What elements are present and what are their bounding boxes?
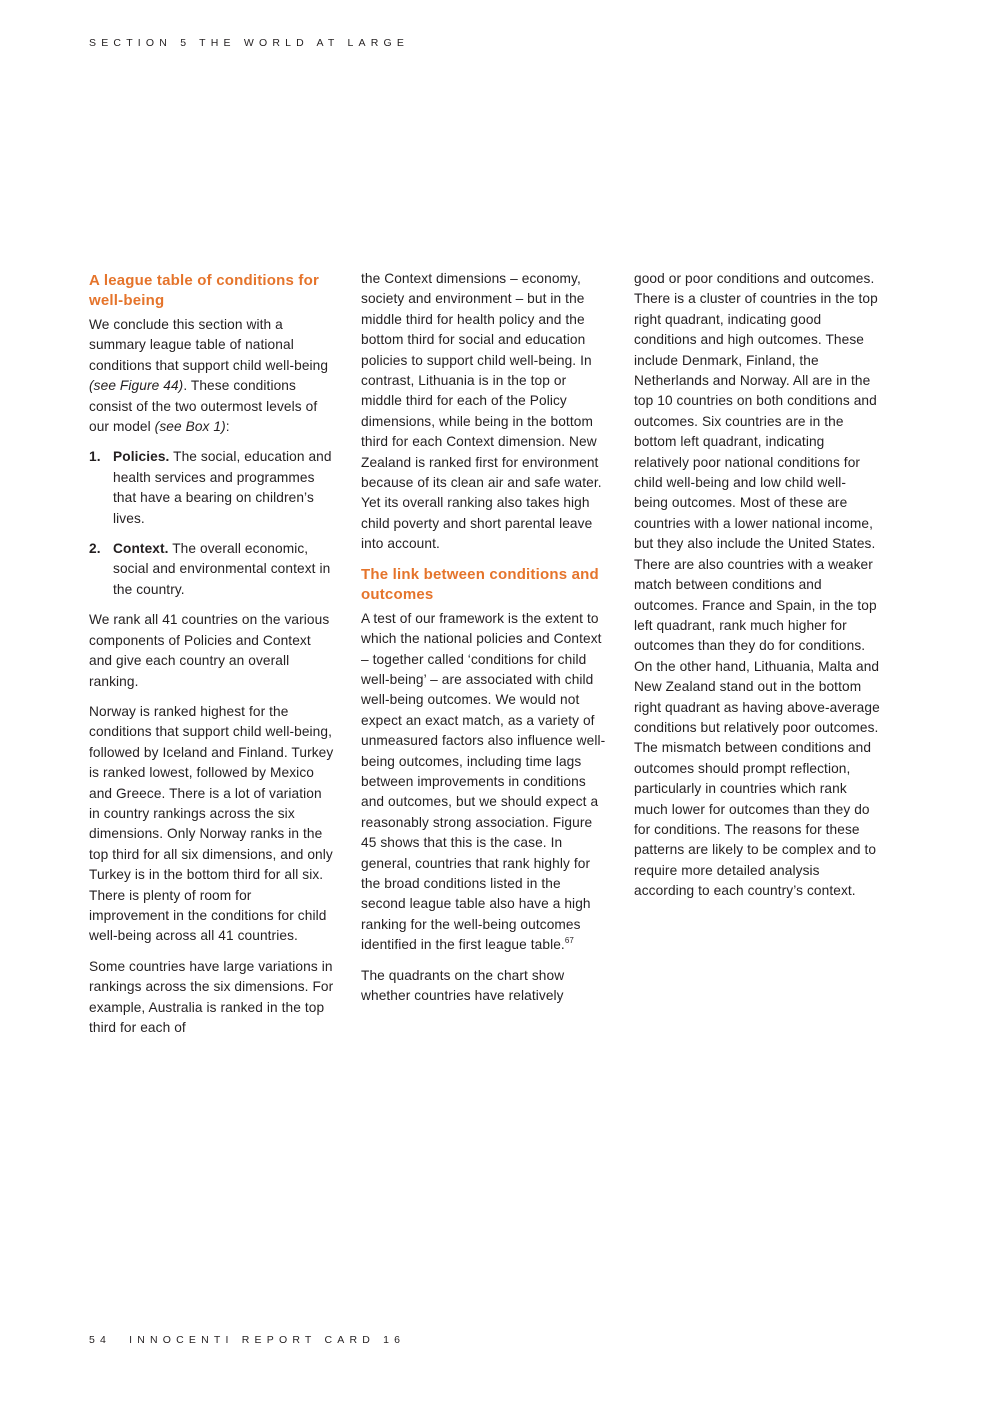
list-term: Context. [113, 541, 169, 557]
body-paragraph: We rank all 41 countries on the various components of Policies and Context and give each country an overall ranking. [89, 612, 330, 689]
intro-paragraph [89, 315, 335, 437]
box-1-reference: (see Box 1) [154, 419, 226, 435]
list-number: 2. [89, 541, 101, 557]
list-text: The overall economic, social and environmental context in the country. [113, 541, 331, 597]
list-item [89, 447, 335, 529]
body-paragraph: Norway is ranked highest for the conditions that support child well-being, followed by Iceland and Finland. Turkey is ranked lowest, followed by Mexico and Greece. There is a lot of variation in country rankings across the six dimensions. Only Norway ranks in the top third for all six dimensions, and only Turkey is in the bottom third for all six. There is plenty of room for improvement in the conditions for child well-being across all 41 countries. [89, 703, 334, 944]
body-paragraph: good or poor conditions and outcomes. There is a cluster of countries in the top right quadrant, indicating good conditions and high outcomes. These include Denmark, Finland, the Netherlands and Norway. All are in the top 10 countries on both conditions and outcomes. Six countries are in the bottom left quadrant, indicating relatively poor national conditions for child well-being and low child well-being outcomes. Most of these are countries with a lower national income, but they also include the United States. There are also countries with a weaker match between conditions and outcomes. France and Spain, in the top left quadrant, rank much higher for outcomes than they do for conditions. On the other hand, Lithuania, Malta and New Zealand stand out in the bottom right quadrant as having above-average conditions but relatively poor outcomes. The mismatch between conditions and outcomes should prompt reflection, particularly in countries which rank much lower for outcomes than they do for conditions. The reasons for these patterns are likely to be complex and to require more detailed analysis according to each country’s context. [634, 271, 880, 899]
list-number: 1. [89, 449, 101, 465]
column-2 [361, 269, 607, 1016]
body-paragraph [361, 609, 607, 956]
list-text: The social, education and health services and programmes that have a bearing on children’s lives. [113, 449, 332, 526]
intro-text-end: : [225, 419, 230, 435]
section-heading-league-table: A league table of conditions for well-being [89, 272, 320, 309]
publication-title: INNOCENTI REPORT CARD 16 [129, 1334, 406, 1346]
body-paragraph: the Context dimensions – economy, society and environment – but in the middle third for health policy and the bottom third for social and education policies to support child well-being. In contrast, Lithuania is in the top or middle third for each of the Policy dimensions, while being in the bottom third for each Context dimension. New Zealand is ranked first for environment because of its clean air and safe water. Yet its overall ranking also takes high child poverty and short parental leave into account. [361, 271, 602, 552]
footer [89, 1334, 405, 1346]
intro-text-start: We conclude this section with a summary league table of national conditions that support child well-being [89, 317, 329, 373]
paragraph-text: A test of our framework is the extent to which the national policies and Context – together called ‘conditions for child well-being’ – are associated with child well-being outcomes. We would not expect an exact match, as a variety of unmeasured factors also influence well-being outcomes, including time lags between improvements in conditions and outcomes, but we should expect a reasonably strong association. Figure 45 shows that this is the case. In general, countries that rank highly for the broad conditions listed in the second league table also have a high ranking for the well-being outcomes identified in the first league table. [361, 610, 606, 953]
list-term: Policies. [113, 449, 170, 465]
list-item [89, 539, 335, 600]
page-number: 54 [89, 1334, 112, 1346]
intro-text-mid: . These conditions consist of the two outermost levels of our model [89, 378, 318, 435]
body-paragraph: The quadrants on the chart show whether countries have relatively [361, 967, 565, 1003]
conditions-list [89, 447, 335, 600]
column-3 [634, 269, 880, 912]
section-heading-link: The link between conditions and outcomes [361, 565, 599, 603]
body-paragraph: Some countries have large variations in rankings across the six dimensions. For example, Australia is ranked in the top third for each of [89, 958, 334, 1035]
footnote-reference: 67 [564, 936, 574, 946]
column-1 [89, 269, 335, 1048]
running-head: SECTION 5 THE WORLD AT LARGE [89, 37, 410, 49]
figure-44-reference: (see Figure 44) [89, 378, 184, 394]
